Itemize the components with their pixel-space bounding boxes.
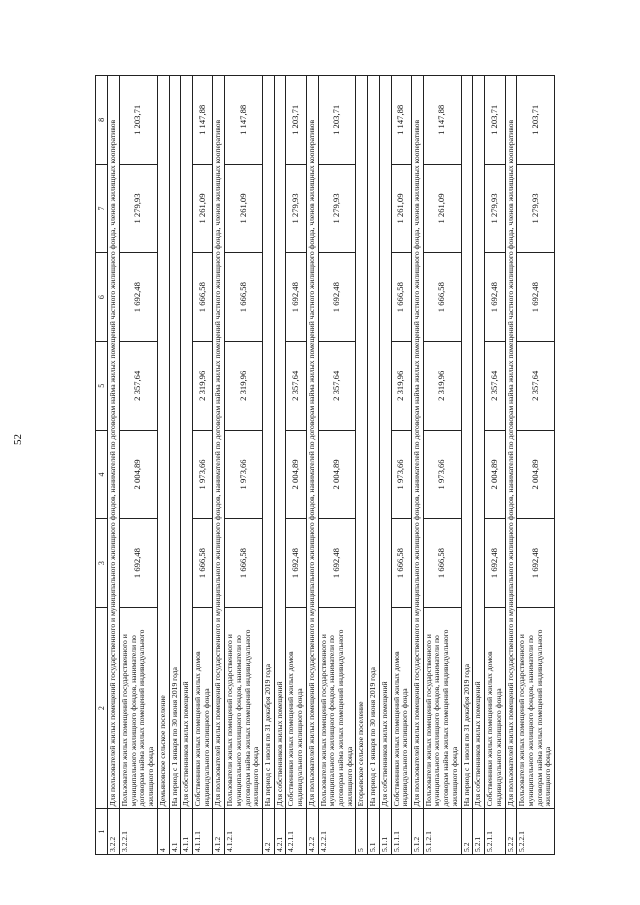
- value-cell: 1 692,48: [286, 253, 306, 342]
- table-row: [225, 76, 263, 855]
- value-cell: 2 004,89: [485, 430, 505, 519]
- value-cell: 1 692,48: [119, 519, 157, 608]
- value-cell: 1 203,71: [517, 76, 555, 165]
- row-code: 5.1.2: [412, 809, 424, 855]
- section-title: На период с 1 января по 30 июня 2019 года: [169, 76, 181, 809]
- row-code: 3.2.2: [108, 809, 120, 855]
- value-cell: 1 203,71: [485, 76, 505, 165]
- value-cell: 1 666,58: [391, 253, 411, 342]
- value-cell: 1 666,58: [192, 519, 212, 608]
- table-row: [192, 76, 212, 855]
- value-cell: 1 692,48: [119, 253, 157, 342]
- value-cell: 1 666,58: [225, 253, 263, 342]
- table-row: [108, 76, 120, 855]
- value-cell: 2 357,64: [517, 341, 555, 430]
- value-cell: 1 973,66: [192, 430, 212, 519]
- table-row: [318, 76, 356, 855]
- table-row: [517, 76, 555, 855]
- row-code: 5.2: [461, 809, 473, 855]
- row-code: 4.1: [169, 809, 181, 855]
- row-label: Пользователи жилых помещений государственного и муниципального жилищного фондов, наниматели по договорам найма жилых помещений индивидуального жилищного фонда: [517, 607, 555, 808]
- row-code: 5: [356, 809, 368, 855]
- row-code: 4.2.1.1: [286, 809, 306, 855]
- value-cell: 1 692,48: [517, 519, 555, 608]
- row-code: 4.1.2: [213, 809, 225, 855]
- value-cell: 1 147,88: [225, 76, 263, 165]
- value-cell: 1 666,58: [391, 519, 411, 608]
- value-cell: 1 973,66: [423, 430, 461, 519]
- table-row: [423, 76, 461, 855]
- table-row: [306, 76, 318, 855]
- value-cell: 2 004,89: [517, 430, 555, 519]
- value-cell: 1 203,71: [286, 76, 306, 165]
- row-code: 5.2.2.1: [517, 809, 555, 855]
- value-cell: 1 666,58: [423, 253, 461, 342]
- table-row: [505, 76, 517, 855]
- value-cell: 1 666,58: [423, 519, 461, 608]
- value-cell: 1 261,09: [192, 164, 212, 253]
- table-row: [412, 76, 424, 855]
- value-cell: 1 279,93: [119, 164, 157, 253]
- value-cell: 2 357,64: [286, 341, 306, 430]
- value-cell: 2 004,89: [318, 430, 356, 519]
- table-row: [485, 76, 505, 855]
- row-code: 4.2.1: [274, 809, 286, 855]
- row-label: Пользователи жилых помещений государственного и муниципального жилищного фондов, наниматели по договорам найма жилых помещений индивидуального жилищного фонда: [119, 607, 157, 808]
- value-cell: 1 147,88: [391, 76, 411, 165]
- row-code: 3.2.2.1: [119, 809, 157, 855]
- value-cell: 1 973,66: [225, 430, 263, 519]
- section-title: Для собственников жилых помещений: [473, 76, 485, 809]
- row-code: 5.1: [368, 809, 380, 855]
- value-cell: 1 261,09: [391, 164, 411, 253]
- header-cell: 1: [96, 809, 108, 855]
- header-cell: 2: [96, 607, 108, 808]
- row-label: Пользователи жилых помещений государственного и муниципального жилищного фондов, наниматели по договорам найма жилых помещений индивидуального жилищного фонда: [318, 607, 356, 808]
- row-code: 5.2.2: [505, 809, 517, 855]
- row-code: 4.1.1.1: [192, 809, 212, 855]
- row-label: Пользователи жилых помещений государственного и муниципального жилищного фондов, наниматели по договорам найма жилых помещений индивидуального жилищного фонда: [423, 607, 461, 808]
- header-cell: 3: [96, 519, 108, 608]
- table-row: [274, 76, 286, 855]
- table-row: [157, 76, 169, 855]
- value-cell: 1 203,71: [119, 76, 157, 165]
- value-cell: 2 319,96: [391, 341, 411, 430]
- header-cell: 8: [96, 76, 108, 165]
- row-code: 5.2.1: [473, 809, 485, 855]
- value-cell: 1 692,48: [318, 519, 356, 608]
- value-cell: 1 692,48: [485, 519, 505, 608]
- header-cell: 4: [96, 430, 108, 519]
- row-code: 4.2: [262, 809, 274, 855]
- table-row: [262, 76, 274, 855]
- row-label: Собственники жилых помещений жилых домов индивидуального жилищного фонда: [391, 607, 411, 808]
- row-code: 4.1.2.1: [225, 809, 263, 855]
- value-cell: 1 666,58: [225, 519, 263, 608]
- table-row: [213, 76, 225, 855]
- section-title: Для собственников жилых помещений: [379, 76, 391, 809]
- value-cell: 2 319,96: [225, 341, 263, 430]
- value-cell: 1 279,93: [318, 164, 356, 253]
- table-row: [473, 76, 485, 855]
- row-code: 5.1.1: [379, 809, 391, 855]
- table-row: [368, 76, 380, 855]
- row-code: 4.1.1: [181, 809, 193, 855]
- value-cell: 1 692,48: [286, 519, 306, 608]
- value-cell: 1 279,93: [286, 164, 306, 253]
- section-title: Для собственников жилых помещений: [181, 76, 193, 809]
- table-row: [181, 76, 193, 855]
- header-row: [96, 76, 108, 855]
- value-cell: 1 147,88: [192, 76, 212, 165]
- section-title: Для пользователей жилых помещений государственного и муниципального жилищного фондов, нанимателей по договорам найма жилых помещений частного жилищного фонда, членов жилищных кооперативов: [213, 76, 225, 809]
- value-cell: 1 279,93: [485, 164, 505, 253]
- value-cell: 1 261,09: [423, 164, 461, 253]
- row-code: 5.1.1.1: [391, 809, 411, 855]
- row-label: Собственники жилых помещений жилых домов индивидуального жилищного фонда: [286, 607, 306, 808]
- section-title: Демьяновское сельское поселение: [157, 76, 169, 809]
- row-code: 5.1.2.1: [423, 809, 461, 855]
- value-cell: 1 261,09: [225, 164, 263, 253]
- page-number: 52: [12, 434, 24, 445]
- row-label: Собственники жилых помещений жилых домов индивидуального жилищного фонда: [485, 607, 505, 808]
- tariff-table: [95, 75, 555, 855]
- value-cell: 2 319,96: [423, 341, 461, 430]
- row-label: Собственники жилых помещений жилых домов индивидуального жилищного фонда: [192, 607, 212, 808]
- rotated-table-container: [95, 75, 565, 855]
- section-title: Для пользователей жилых помещений государственного и муниципального жилищного фондов, нанимателей по договорам найма жилых помещений частного жилищного фонда, членов жилищных кооперативов: [412, 76, 424, 809]
- table-body: [96, 76, 555, 855]
- section-title: Егорьевское сельское поселение: [356, 76, 368, 809]
- table-row: [286, 76, 306, 855]
- section-title: Для пользователей жилых помещений государственного и муниципального жилищного фондов, нанимателей по договорам найма жилых помещений частного жилищного фонда, членов жилищных кооперативов: [505, 76, 517, 809]
- value-cell: 1 203,71: [318, 76, 356, 165]
- table-row: [119, 76, 157, 855]
- row-code: 4.2.2: [306, 809, 318, 855]
- value-cell: 1 666,58: [192, 253, 212, 342]
- section-title: Для пользователей жилых помещений государственного и муниципального жилищного фондов, нанимателей по договорам найма жилых помещений частного жилищного фонда, членов жилищных кооперативов: [306, 76, 318, 809]
- value-cell: 1 973,66: [391, 430, 411, 519]
- table-row: [356, 76, 368, 855]
- value-cell: 1 279,93: [517, 164, 555, 253]
- value-cell: 2 357,64: [119, 341, 157, 430]
- value-cell: 2 004,89: [286, 430, 306, 519]
- section-title: Для собственников жилых помещений: [274, 76, 286, 809]
- header-cell: 7: [96, 164, 108, 253]
- row-code: 4.2.2.1: [318, 809, 356, 855]
- value-cell: 1 692,48: [517, 253, 555, 342]
- section-title: Для пользователей жилых помещений государственного и муниципального жилищного фондов, нанимателей по договорам найма жилых помещений частного жилищного фонда, членов жилищных кооперативов: [108, 76, 120, 809]
- section-title: На период с 1 июля по 31 декабря 2019 года: [262, 76, 274, 809]
- row-code: 4: [157, 809, 169, 855]
- table-row: [391, 76, 411, 855]
- value-cell: 1 147,88: [423, 76, 461, 165]
- value-cell: 1 692,48: [485, 253, 505, 342]
- table-row: [379, 76, 391, 855]
- value-cell: 2 357,64: [485, 341, 505, 430]
- row-code: 5.2.1.1: [485, 809, 505, 855]
- table-row: [461, 76, 473, 855]
- section-title: На период с 1 июля по 31 декабря 2019 года: [461, 76, 473, 809]
- header-cell: 6: [96, 253, 108, 342]
- value-cell: 2 004,89: [119, 430, 157, 519]
- value-cell: 1 692,48: [318, 253, 356, 342]
- section-title: На период с 1 января по 30 июня 2019 года: [368, 76, 380, 809]
- row-label: Пользователи жилых помещений государственного и муниципального жилищного фондов, наниматели по договорам найма жилых помещений индивидуального жилищного фонда: [225, 607, 263, 808]
- header-cell: 5: [96, 341, 108, 430]
- table-row: [169, 76, 181, 855]
- value-cell: 2 357,64: [318, 341, 356, 430]
- value-cell: 2 319,96: [192, 341, 212, 430]
